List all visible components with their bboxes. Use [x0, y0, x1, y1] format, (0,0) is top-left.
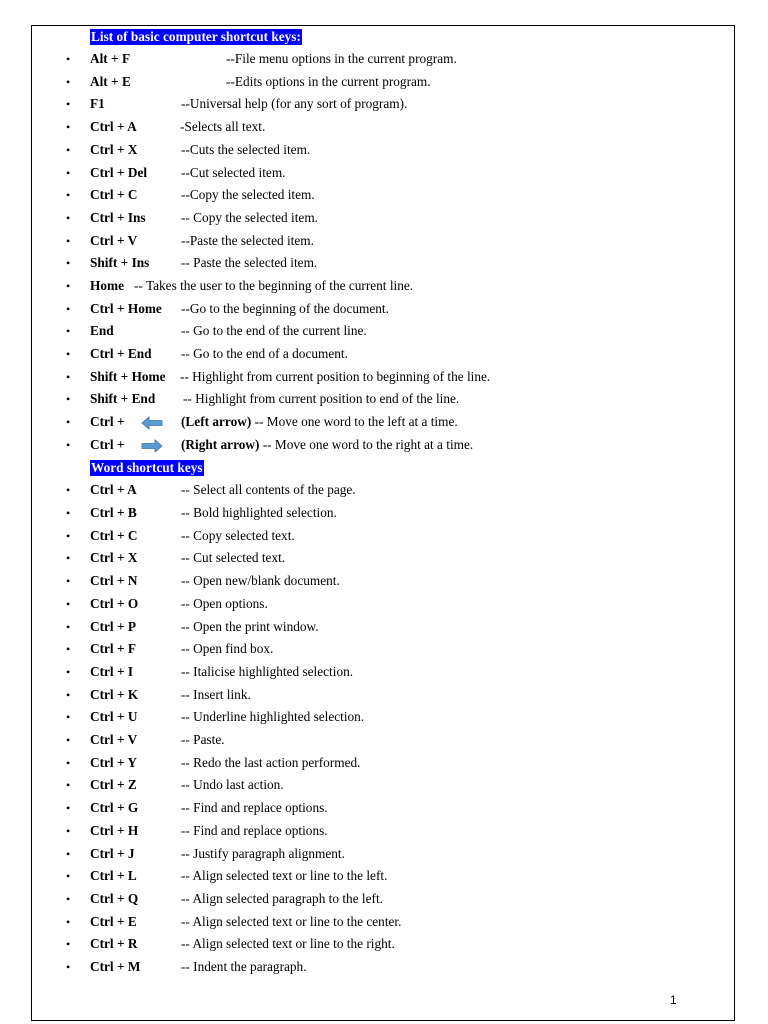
shortcut-list-item: [0, 616, 700, 638]
shortcut-key: Ctrl +: [90, 414, 125, 429]
shortcut-list-item: [0, 320, 700, 342]
right-arrow-wrapper: [141, 438, 163, 460]
shortcut-description: -- Insert link.: [181, 687, 251, 702]
shortcut-description: -- Paste.: [181, 732, 225, 747]
bullet: •: [66, 869, 71, 883]
shortcut-description: -- Find and replace options.: [181, 823, 328, 838]
bullet: •: [66, 892, 71, 906]
shortcut-key: Ctrl + End: [90, 346, 152, 361]
shortcut-list-item: [0, 797, 700, 819]
shortcut-description: -- Open the print window.: [181, 619, 319, 634]
shortcut-key: Ctrl + B: [90, 505, 137, 520]
bullet: •: [66, 279, 71, 293]
right-arrow-icon: [141, 439, 163, 453]
shortcut-key: Ctrl + X: [90, 550, 138, 565]
shortcut-key: Ctrl + N: [90, 573, 138, 588]
left-arrow-icon: [141, 416, 163, 430]
shortcut-description: -- Justify paragraph alignment.: [181, 846, 345, 861]
shortcut-list-item: [0, 366, 700, 388]
shortcut-description: -- Open find box.: [181, 641, 274, 656]
bullet: •: [66, 915, 71, 929]
bullet: •: [66, 801, 71, 815]
shortcut-list-item: [0, 843, 700, 865]
shortcut-key: Ctrl + V: [90, 732, 138, 747]
shortcut-description: -Selects all text.: [180, 119, 266, 134]
shortcut-key: Ctrl + Ins: [90, 210, 146, 225]
shortcut-key: Ctrl + A: [90, 482, 137, 497]
shortcut-list-item: [0, 434, 700, 456]
shortcut-list-item: [0, 706, 700, 728]
shortcut-key: Ctrl +: [90, 437, 125, 452]
shortcut-description: --Cuts the selected item.: [181, 142, 311, 157]
shortcut-description: -- Select all contents of the page.: [181, 482, 356, 497]
shortcut-list-item: [0, 343, 700, 365]
shortcut-key: Ctrl + Q: [90, 891, 139, 906]
shortcut-list-item: [0, 298, 700, 320]
bullet: •: [66, 52, 71, 66]
shortcut-list-item: [0, 411, 700, 433]
shortcut-description: --Universal help (for any sort of program).: [181, 96, 408, 111]
arrow-key-label: (Left arrow): [181, 414, 252, 429]
shortcut-key: End: [90, 323, 114, 338]
shortcut-description: -- Underline highlighted selection.: [181, 709, 365, 724]
shortcut-list-item: [0, 752, 700, 774]
bullet: •: [66, 597, 71, 611]
shortcut-list-item: [0, 207, 700, 229]
shortcut-key: Ctrl + P: [90, 619, 136, 634]
shortcut-list-item: [0, 71, 700, 93]
shortcut-description: -- Align selected text or line to the right.: [181, 936, 395, 951]
bullet: •: [66, 75, 71, 89]
bullet: •: [66, 620, 71, 634]
bullet: •: [66, 847, 71, 861]
bullet: •: [66, 188, 71, 202]
shortcut-key: Ctrl + K: [90, 687, 139, 702]
shortcut-list-item: [0, 502, 700, 524]
shortcut-key: Ctrl + X: [90, 142, 138, 157]
shortcut-list-item: [0, 230, 700, 252]
bullet: •: [66, 756, 71, 770]
shortcut-list-item: [0, 820, 700, 842]
shortcut-key: Ctrl + M: [90, 959, 141, 974]
shortcut-key: Alt + E: [90, 74, 131, 89]
shortcut-description: -- Highlight from current position to beginning of the line.: [180, 369, 491, 384]
shortcut-description: -- Go to the end of a document.: [181, 346, 348, 361]
shortcut-description: -- Align selected paragraph to the left.: [181, 891, 383, 906]
bullet: •: [66, 529, 71, 543]
shortcut-list-item: [0, 93, 700, 115]
shortcut-key: Ctrl + V: [90, 233, 138, 248]
bullet: •: [66, 347, 71, 361]
bullet: •: [66, 483, 71, 497]
page-number: 1: [670, 993, 677, 1007]
bullet: •: [66, 688, 71, 702]
shortcut-description: [181, 411, 458, 433]
shortcut-list-item: [0, 275, 700, 297]
shortcut-description: --Go to the beginning of the document.: [181, 301, 389, 316]
shortcut-description: -- Italicise highlighted selection.: [181, 664, 354, 679]
shortcut-key: Home: [90, 278, 124, 293]
shortcut-list-item: [0, 139, 700, 161]
shortcut-list-item: [0, 956, 700, 978]
shortcut-key: Ctrl + I: [90, 664, 134, 679]
shortcut-key: Ctrl + Z: [90, 777, 137, 792]
shortcut-list-item: [0, 525, 700, 547]
bullet: •: [66, 438, 71, 452]
bullet: •: [66, 710, 71, 724]
shortcut-list-item: [0, 184, 700, 206]
shortcut-key: Ctrl + O: [90, 596, 139, 611]
shortcut-description: -- Open new/blank document.: [181, 573, 340, 588]
shortcut-description: --Edits options in the current program.: [226, 74, 431, 89]
shortcut-key: Shift + Home: [90, 369, 166, 384]
bullet: •: [66, 370, 71, 384]
shortcut-key: Ctrl + E: [90, 914, 137, 929]
shortcut-key: Ctrl + C: [90, 187, 138, 202]
shortcut-description: --Paste the selected item.: [181, 233, 314, 248]
shortcut-key: Ctrl + A: [90, 119, 137, 134]
bullet: •: [66, 778, 71, 792]
shortcut-description: -- Indent the paragraph.: [181, 959, 307, 974]
shortcut-key: Ctrl + Home: [90, 301, 162, 316]
shortcut-description: -- Cut selected text.: [181, 550, 286, 565]
shortcut-description: --Copy the selected item.: [181, 187, 315, 202]
shortcut-key: Alt + F: [90, 51, 131, 66]
shortcut-key: F1: [90, 96, 105, 111]
shortcut-list-item: [0, 729, 700, 751]
bullet: •: [66, 665, 71, 679]
shortcut-description: -- Highlight from current position to end of the line.: [183, 391, 460, 406]
bullet: •: [66, 733, 71, 747]
shortcut-description: -- Go to the end of the current line.: [181, 323, 367, 338]
shortcut-description: -- Paste the selected item.: [181, 255, 318, 270]
shortcut-list-item: [0, 774, 700, 796]
shortcut-description: -- Bold highlighted selection.: [181, 505, 337, 520]
shortcut-key: Ctrl + L: [90, 868, 137, 883]
section-heading: List of basic computer shortcut keys:: [91, 29, 301, 44]
shortcut-list-item: [0, 684, 700, 706]
arrow-key-label: (Right arrow): [181, 437, 260, 452]
bullet: •: [66, 824, 71, 838]
shortcut-list-item: [0, 48, 700, 70]
bullet: •: [66, 642, 71, 656]
bullet: •: [66, 166, 71, 180]
shortcut-description: -- Align selected text or line to the center.: [181, 914, 402, 929]
arrow-key-description: -- Move one word to the right at a time.: [259, 437, 474, 452]
shortcut-key: Ctrl + J: [90, 846, 135, 861]
bullet: •: [66, 574, 71, 588]
shortcut-key: Ctrl + Y: [90, 755, 137, 770]
shortcut-list-item: [0, 865, 700, 887]
bullet: •: [66, 551, 71, 565]
shortcut-description: -- Undo last action.: [181, 777, 284, 792]
shortcut-list-item: [0, 661, 700, 683]
bullet: •: [66, 392, 71, 406]
shortcut-description: -- Copy selected text.: [181, 528, 295, 543]
bullet: •: [66, 324, 71, 338]
shortcut-list-item: [0, 888, 700, 910]
shortcut-list-item: [0, 162, 700, 184]
shortcut-list-item: [0, 638, 700, 660]
shortcut-key: Ctrl + R: [90, 936, 138, 951]
bullet: •: [66, 302, 71, 316]
shortcut-description: -- Redo the last action performed.: [181, 755, 361, 770]
shortcut-key: Ctrl + C: [90, 528, 138, 543]
shortcut-list-item: [0, 479, 700, 501]
bullet: •: [66, 211, 71, 225]
shortcut-description: -- Takes the user to the beginning of the current line.: [134, 278, 414, 293]
shortcut-list-item: [0, 593, 700, 615]
shortcut-list-item: [0, 388, 700, 410]
shortcut-key: Ctrl + F: [90, 641, 136, 656]
arrow-key-description: -- Move one word to the left at a time.: [251, 414, 458, 429]
shortcut-description: -- Align selected text or line to the left.: [181, 868, 388, 883]
bullet: •: [66, 234, 71, 248]
section-heading: Word shortcut keys: [91, 460, 203, 475]
shortcut-list-item: [0, 252, 700, 274]
bullet: •: [66, 97, 71, 111]
shortcut-list-item: [0, 116, 700, 138]
shortcut-list-item: [0, 570, 700, 592]
bullet: •: [66, 143, 71, 157]
shortcut-list-item: [0, 547, 700, 569]
bullet: •: [66, 937, 71, 951]
shortcut-list-item: [0, 911, 700, 933]
bullet: •: [66, 120, 71, 134]
shortcut-key: Shift + End: [90, 391, 156, 406]
shortcut-key: Ctrl + G: [90, 800, 139, 815]
bullet: •: [66, 415, 71, 429]
bullet: •: [66, 506, 71, 520]
shortcut-description: -- Find and replace options.: [181, 800, 328, 815]
bullet: •: [66, 256, 71, 270]
shortcut-description: --File menu options in the current program.: [226, 51, 457, 66]
shortcut-key: Ctrl + U: [90, 709, 138, 724]
shortcut-key: Ctrl + Del: [90, 165, 148, 180]
shortcut-key: Shift + Ins: [90, 255, 150, 270]
shortcut-description: -- Copy the selected item.: [181, 210, 318, 225]
shortcut-description: --Cut selected item.: [181, 165, 286, 180]
bullet: •: [66, 960, 71, 974]
shortcut-description: [181, 434, 473, 456]
shortcut-list-item: [0, 933, 700, 955]
shortcut-description: -- Open options.: [181, 596, 268, 611]
shortcut-key: Ctrl + H: [90, 823, 139, 838]
